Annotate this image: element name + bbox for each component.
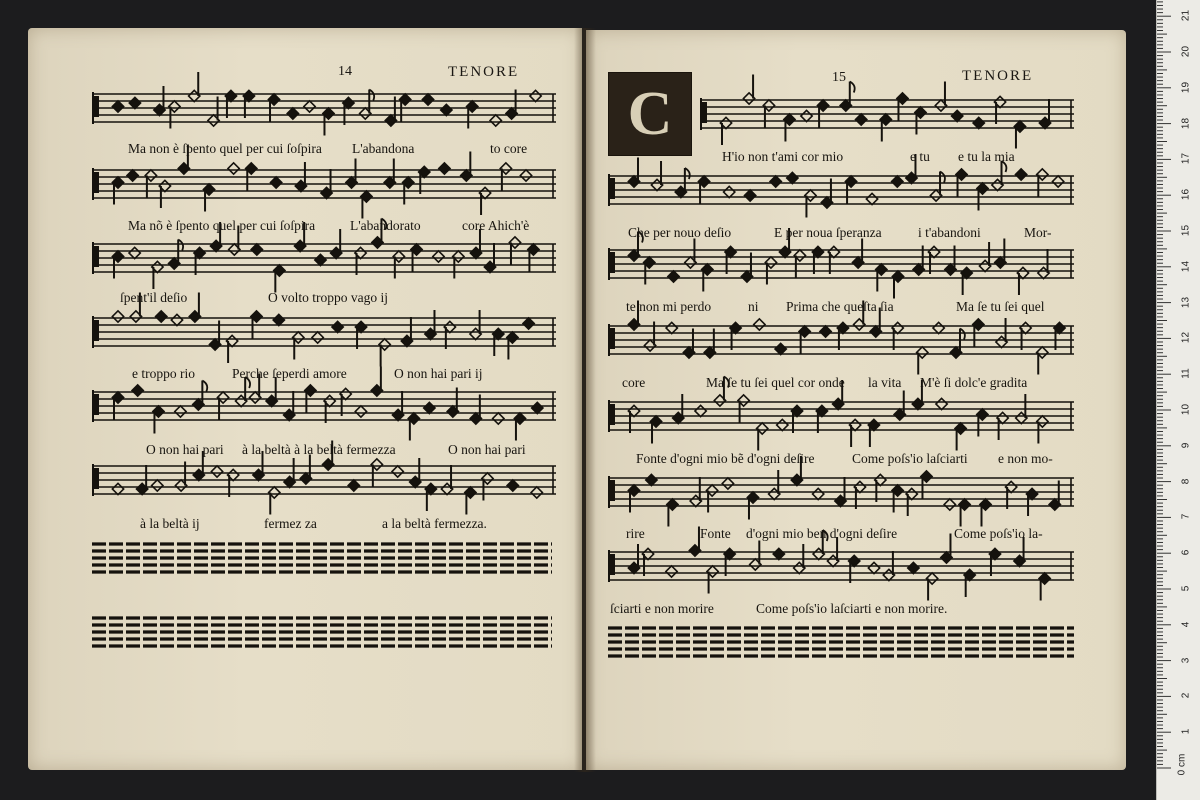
lyric-line: Ma non è ſpento quel per cui ſoſpira	[128, 141, 322, 156]
measurement-ruler	[1156, 0, 1200, 800]
staff-left-4	[92, 293, 556, 367]
lyric-line: E per noua ſperanza	[774, 225, 882, 240]
lyric-line: ſpent'il deſio	[120, 290, 188, 305]
lyric-line: Fonte	[700, 526, 731, 541]
lyric-line: fermez za	[264, 516, 317, 531]
ruler-label: 3	[1180, 657, 1192, 663]
ruler-ticks	[1157, 0, 1200, 800]
lyric-line: to core	[490, 141, 528, 156]
staff-right-7	[608, 527, 1074, 601]
ruler-label: 7	[1180, 514, 1192, 520]
staff-left-1	[92, 72, 556, 136]
lyric-line: e troppo rio	[132, 366, 195, 381]
lyric-line: rire	[626, 526, 645, 541]
ruler-label: 4	[1180, 621, 1192, 628]
ruler-label: 20	[1180, 45, 1192, 58]
ruler-label: 6	[1180, 549, 1192, 556]
ruler-label: 8	[1180, 478, 1192, 484]
empty-staff-left-1	[92, 544, 552, 572]
lyric-line: Ma ſe tu ſei quel cor onde	[706, 375, 845, 390]
lyric-line: d'ogni mio ben d'ogni deſire	[746, 526, 898, 541]
lyric-line: ni	[748, 299, 759, 314]
left-page-number: 14	[338, 64, 352, 79]
right-voice-label: TENORE	[962, 68, 1034, 84]
lyric-line: Come poſs'io laſciarti	[852, 451, 968, 466]
ruler-label: 16	[1180, 189, 1192, 201]
ruler-label: 11	[1180, 368, 1192, 379]
lyric-line: à la beltà ij	[140, 516, 200, 531]
lyric-line: L'abandona	[352, 141, 415, 156]
staff-right-2	[608, 154, 1074, 218]
lyric-line: O non hai pari	[448, 442, 526, 457]
lyric-line: H'io non t'ami cor mio	[722, 149, 844, 164]
staff-left-6	[92, 441, 556, 515]
lyric-line: i t'abandoni	[918, 225, 981, 240]
ruler-label: 15	[1180, 224, 1192, 237]
lyric-line: L'abandorato	[350, 218, 421, 233]
empty-staff-left-2	[92, 618, 552, 646]
right-page-number: 15	[832, 70, 846, 85]
lyric-line: ſciarti e non morire	[610, 601, 714, 616]
lyric-line: e tu	[910, 149, 930, 164]
lyric-line: Mor-	[1024, 225, 1052, 240]
lyric-line: te non mi perdo	[626, 299, 712, 314]
lyric-line: Ma nõ è ſpento quel per cui ſoſpira	[128, 218, 316, 233]
staff-left-5	[92, 367, 556, 441]
lyric-line: Fonte d'ogni mio bẽ d'ogni deſire	[636, 451, 815, 466]
ruler-label: 21	[1180, 10, 1192, 22]
lyric-line: O non hai pari ij	[394, 366, 483, 381]
ruler-label: 13	[1180, 296, 1192, 308]
ruler-label: 9	[1180, 442, 1192, 449]
lyric-line: a la beltà fermezza.	[382, 516, 487, 531]
lyric-line: Ma ſe tu ſei quel	[956, 299, 1045, 314]
ruler-label: 1	[1180, 728, 1192, 735]
empty-staff-right-1	[608, 628, 1074, 656]
staff-left-2	[92, 145, 556, 219]
lyric-line: Che per nouo deſio	[628, 225, 732, 240]
ruler-label: 18	[1180, 117, 1192, 129]
ruler-label: 14	[1180, 260, 1192, 272]
lyric-line: M'è ſi dolc'e gradita	[920, 375, 1028, 390]
left-voice-label: TENORE	[448, 64, 520, 80]
lyric-line: Come poſs'io la-	[954, 526, 1043, 541]
ruler-label: 19	[1180, 81, 1192, 93]
lyric-line: Perche ſeperdi amore	[232, 366, 347, 381]
lyric-line: e tu la mia	[958, 149, 1015, 164]
ruler-label: 2	[1180, 693, 1192, 699]
lyric-line: la vita	[868, 375, 902, 390]
staff-right-3	[608, 228, 1074, 299]
lyric-line: à la beltà à la beltà fermezza	[242, 442, 396, 457]
lyric-line: O volto troppo vago ij	[268, 290, 388, 305]
initial-letter: C	[627, 80, 673, 148]
lyric-line: core Ahich'è	[462, 218, 530, 233]
staff-left-3	[92, 219, 556, 293]
lyric-line: core	[622, 375, 646, 390]
lyric-line: Come poſs'io laſciarti e non morire.	[756, 601, 948, 616]
staff-right-5	[608, 377, 1074, 451]
ruler-label: 12	[1180, 332, 1192, 344]
lyric-line: O non hai pari	[146, 442, 224, 457]
ruler-label: 5	[1180, 585, 1192, 592]
lyric-line: e non mo-	[998, 451, 1053, 466]
ruler-unit: 0 cm	[1176, 753, 1188, 776]
staff-right-1	[700, 75, 1074, 149]
lyric-line: Prima che queſta ſia	[786, 299, 894, 314]
staff-right-6	[608, 456, 1074, 527]
ruler-label: 17	[1180, 153, 1192, 165]
staff-right-4	[608, 301, 1074, 375]
ruler-label: 10	[1180, 403, 1192, 416]
